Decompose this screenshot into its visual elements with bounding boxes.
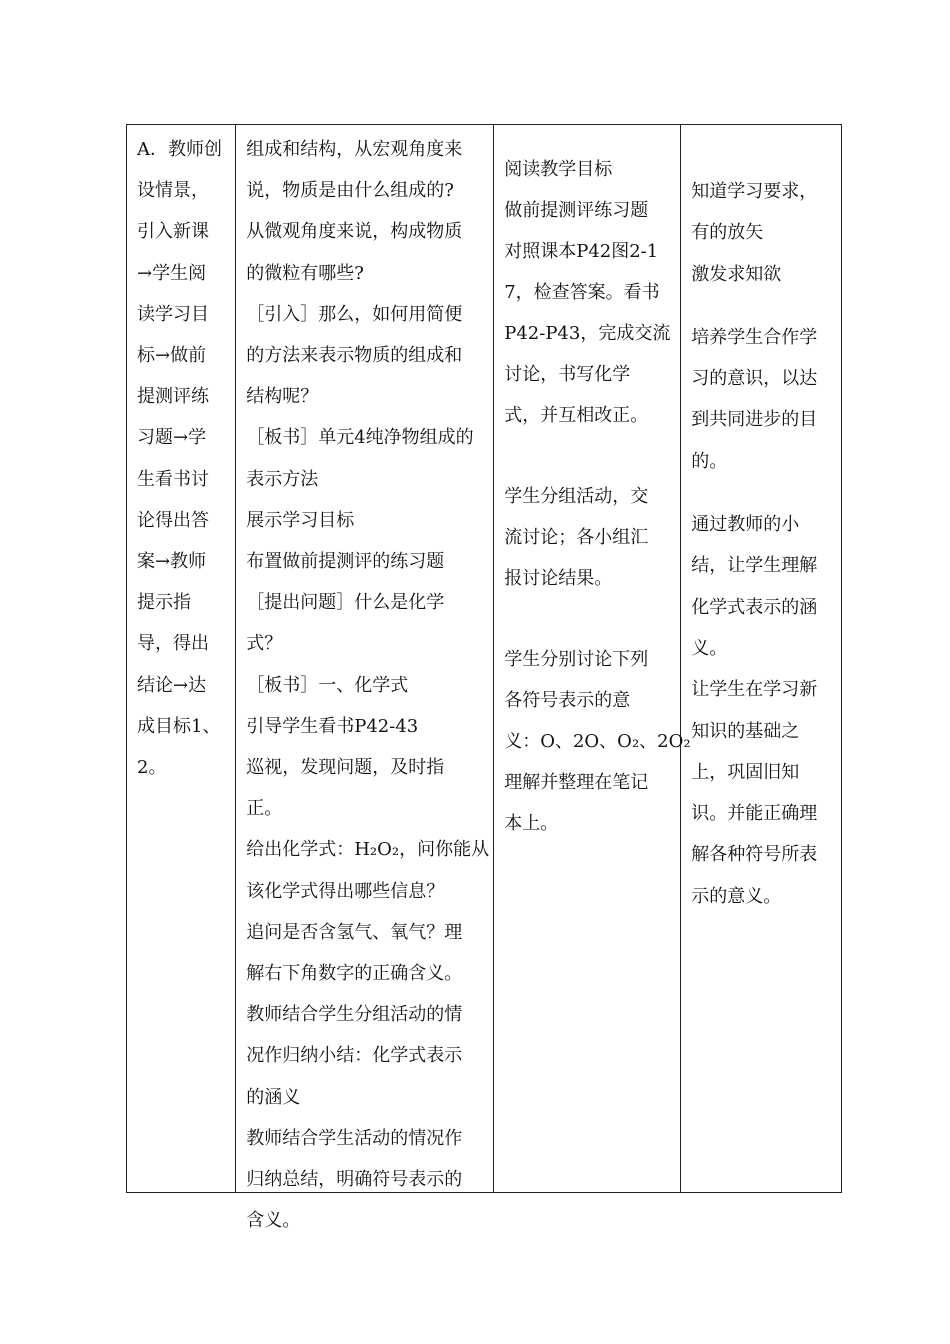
teacher-line: 解右下角数字的正确含义。 bbox=[246, 963, 463, 985]
teacher-line: 组成和结构，从宏观角度来 bbox=[246, 139, 463, 160]
teacher-line: 的微粒有哪些? bbox=[246, 262, 364, 284]
flow-line: 论得出答 bbox=[137, 509, 209, 531]
flow-line: A．教师创 bbox=[137, 139, 222, 160]
teacher-line: 说，物质是由什么组成的? bbox=[246, 180, 454, 202]
student-line: 理解并整理在笔记 bbox=[504, 772, 649, 793]
flow-line: 标→做前 bbox=[137, 345, 207, 367]
intent-line: 知识的基础之 bbox=[691, 720, 800, 742]
teacher-line: 的涵义 bbox=[246, 1086, 301, 1108]
flow-line: 2。 bbox=[137, 757, 167, 779]
flow-line: 成目标1、 bbox=[137, 715, 221, 737]
flow-line: 引入新课 bbox=[137, 221, 209, 243]
teacher-line: 追问是否含氢气、氧气？理 bbox=[246, 921, 463, 943]
intent-line: 知道学习要求， bbox=[691, 181, 818, 202]
intent-line: 有的放矢 bbox=[691, 222, 764, 244]
intent-line: 让学生在学习新 bbox=[691, 679, 818, 701]
student-line: 义：O、2O、O₂、2O₂ bbox=[504, 731, 691, 752]
teacher-line: ［板书］单元4纯净物组成的 bbox=[246, 427, 474, 449]
teacher-line: 教师结合学生分组活动的情 bbox=[246, 1004, 463, 1026]
student-line: 讨论，书写化学 bbox=[504, 364, 631, 385]
flow-line: 提测评练 bbox=[137, 386, 209, 408]
intent-line: 化学式表示的涵 bbox=[691, 596, 818, 618]
student-line: 本上。 bbox=[504, 813, 559, 834]
flow-line: 读学习目 bbox=[137, 303, 209, 325]
teacher-line: 巡视，发现问题，及时指 bbox=[246, 757, 445, 779]
teacher-line: 该化学式得出哪些信息？ bbox=[246, 880, 445, 902]
intent-line: 义。 bbox=[691, 637, 728, 659]
col-student-activity bbox=[494, 125, 691, 1192]
lesson-table bbox=[126, 124, 842, 1232]
teacher-line: 式？ bbox=[246, 633, 283, 655]
student-line: 学生分别讨论下列 bbox=[504, 649, 649, 670]
student-line: 对照课本P42图2-1 bbox=[504, 241, 659, 262]
flow-line: 习题→学 bbox=[137, 427, 207, 449]
intent-line: 到共同进步的目 bbox=[691, 409, 818, 431]
col-design-intent bbox=[681, 125, 841, 1192]
teacher-line: 正。 bbox=[246, 798, 283, 820]
flow-line: 导，得出 bbox=[137, 633, 209, 655]
intent-line: 通过教师的小 bbox=[691, 514, 800, 536]
teacher-line: 表示方法 bbox=[246, 468, 319, 490]
teacher-line: 含义。 bbox=[246, 1210, 301, 1232]
intent-line: 识。并能正确理 bbox=[691, 803, 818, 825]
teacher-line: 从微观角度来说，构成物质 bbox=[246, 221, 463, 243]
col-teacher-activity bbox=[236, 125, 494, 1232]
teacher-line: 的方法来表示物质的组成和 bbox=[246, 345, 463, 367]
student-line: 做前提测评练习题 bbox=[504, 200, 649, 221]
teacher-line: 归纳总结，明确符号表示的 bbox=[246, 1169, 463, 1191]
teacher-line: 展示学习目标 bbox=[246, 509, 355, 531]
student-line: 流讨论；各小组汇 bbox=[504, 527, 649, 548]
student-line: 式，并互相改正。 bbox=[504, 405, 649, 426]
teacher-line: 引导学生看书P42-43 bbox=[246, 715, 419, 737]
student-line: 各符号表示的意 bbox=[504, 690, 631, 711]
intent-line: 培养学生合作学 bbox=[691, 326, 818, 348]
student-line: 报讨论结果。 bbox=[504, 568, 613, 589]
teacher-line: 结构呢？ bbox=[246, 386, 319, 408]
teacher-line: 况作归纳小结：化学式表示 bbox=[246, 1045, 463, 1067]
flow-line: 案→教师 bbox=[137, 551, 207, 573]
teacher-line: ［提出问题］什么是化学 bbox=[246, 592, 445, 614]
student-line: 阅读教学目标 bbox=[504, 159, 613, 180]
intent-line: 的。 bbox=[691, 450, 728, 472]
col-teaching-flow bbox=[127, 125, 236, 1192]
intent-line: 示的意义。 bbox=[691, 885, 782, 907]
teacher-line: ［板书］一、化学式 bbox=[246, 674, 409, 696]
intent-line: 解各种符号所表 bbox=[691, 844, 818, 866]
student-line: P42-P43，完成交流 bbox=[504, 323, 671, 344]
teacher-line: 教师结合学生活动的情况作 bbox=[246, 1127, 463, 1149]
intent-line: 结，让学生理解 bbox=[691, 555, 818, 577]
teacher-line: 给出化学式：H₂O₂，问你能从 bbox=[246, 839, 490, 861]
student-line: 学生分组活动，交 bbox=[504, 486, 649, 507]
flow-line: 生看书讨 bbox=[137, 468, 209, 490]
flow-line: 设情景， bbox=[137, 180, 209, 202]
intent-line: 激发求知欲 bbox=[691, 263, 782, 285]
intent-line: 上，巩固旧知 bbox=[691, 761, 800, 783]
teacher-line: ［引入］那么，如何用简便 bbox=[246, 303, 463, 325]
intent-line: 习的意识，以达 bbox=[691, 368, 818, 390]
flow-line: 结论→达 bbox=[137, 674, 207, 696]
teacher-line: 布置做前提测评的练习题 bbox=[246, 551, 445, 573]
flow-line: →学生阅 bbox=[137, 262, 207, 284]
student-line: 7，检查答案。看书 bbox=[504, 282, 660, 303]
flow-line: 提示指 bbox=[137, 592, 191, 614]
